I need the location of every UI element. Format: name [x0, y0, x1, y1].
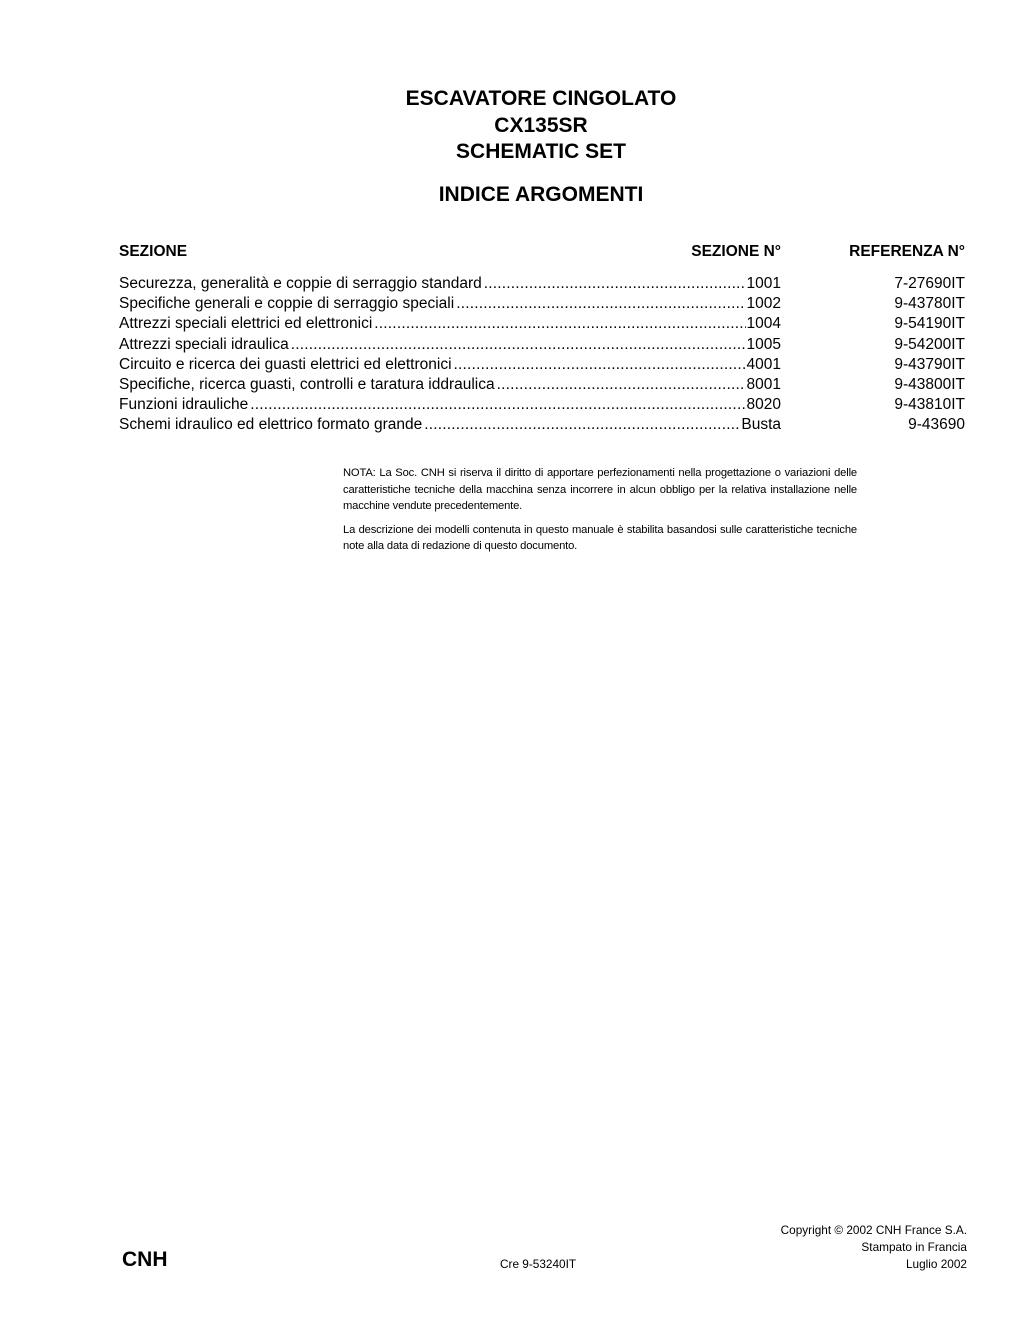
toc-title: Attrezzi speciali elettrici ed elettronici — [119, 315, 373, 333]
document-title — [0, 86, 1024, 166]
toc-row — [119, 415, 965, 435]
disclaimer-note — [343, 465, 857, 562]
toc-row — [119, 274, 965, 294]
footer-date: Luglio 2002 — [905, 1257, 967, 1271]
toc-title: Securezza, generalità e coppie di serraggio standard — [119, 275, 482, 292]
toc-row — [119, 314, 965, 334]
toc-leader-dots — [497, 375, 746, 395]
toc-reference: 9-43800IT — [894, 375, 965, 393]
note-paragraph-2: La descrizione dei modelli contenuta in questo manuale è stabilita basandosi sulle caratteristiche tecniche note alla data di redazione di questo documento. — [343, 523, 857, 553]
toc-reference: 7-27690IT — [894, 275, 965, 292]
note-paragraph-1: NOTA: La Soc. CNH si riserva il diritto di apportare perfezionamenti nella progettazione o variazioni delle caratteristiche tecniche della macchina senza incorrere in alcun obbligo per la relativa installazione nelle macchine vendute precedentemente. — [343, 467, 857, 513]
toc-leader-dots — [291, 335, 746, 355]
toc-section-number: 8001 — [746, 375, 781, 393]
toc-reference: 9-54190IT — [894, 315, 965, 333]
footer-imprint — [781, 1222, 967, 1273]
title-line-2: CX135SR — [494, 113, 588, 137]
toc-leader-dots — [250, 395, 745, 415]
toc-section-number: 4001 — [746, 355, 781, 373]
toc-section-number: 8020 — [746, 396, 781, 414]
header-reference: REFERENZA N° — [849, 243, 965, 260]
toc-leader-dots — [456, 294, 745, 314]
footer-copyright: Copyright © 2002 CNH France S.A. — [780, 1223, 967, 1237]
toc-leader-dots — [374, 314, 745, 334]
toc-section-number: 1001 — [746, 275, 781, 292]
table-header — [119, 243, 965, 263]
toc-section-number: 1002 — [746, 295, 781, 313]
footer-brand: CNH — [122, 1248, 168, 1271]
toc-leader-dots — [454, 355, 746, 375]
header-section-number: SEZIONE N° — [691, 243, 781, 260]
table-of-contents — [119, 274, 965, 436]
toc-leader-dots — [424, 415, 740, 435]
toc-section-number: Busta — [741, 416, 781, 434]
toc-row — [119, 355, 965, 375]
title-line-3: SCHEMATIC SET — [456, 140, 626, 163]
footer-printed: Stampato in Francia — [861, 1240, 967, 1254]
toc-reference: 9-43690 — [908, 416, 965, 434]
toc-row — [119, 335, 965, 355]
header-section: SEZIONE — [119, 243, 188, 260]
toc-row — [119, 294, 965, 314]
title-line-1: ESCAVATORE CINGOLATO — [405, 87, 677, 110]
toc-reference: 9-54200IT — [894, 335, 965, 353]
toc-section-number: 1004 — [746, 315, 781, 333]
toc-leader-dots — [484, 274, 746, 294]
toc-title: Circuito e ricerca dei guasti elettrici ed elettronici — [119, 355, 452, 373]
footer-doc-code: Cre 9-53240IT — [500, 1257, 577, 1271]
index-heading: INDICE ARGOMENTI — [438, 183, 644, 206]
toc-reference: 9-43810IT — [894, 396, 965, 414]
toc-title: Specifiche generali e coppie di serraggio speciali — [119, 295, 455, 313]
toc-section-number: 1005 — [746, 335, 781, 353]
toc-reference: 9-43780IT — [894, 295, 965, 313]
toc-row — [119, 395, 965, 415]
toc-title: Attrezzi speciali idraulica — [119, 335, 289, 353]
toc-title: Funzioni idrauliche — [119, 396, 249, 414]
toc-row — [119, 375, 965, 395]
toc-title: Schemi idraulico ed elettrico formato grande — [119, 416, 423, 434]
toc-reference: 9-43790IT — [894, 355, 965, 373]
toc-title: Specifiche, ricerca guasti, controlli e taratura iddraulica — [119, 375, 495, 393]
